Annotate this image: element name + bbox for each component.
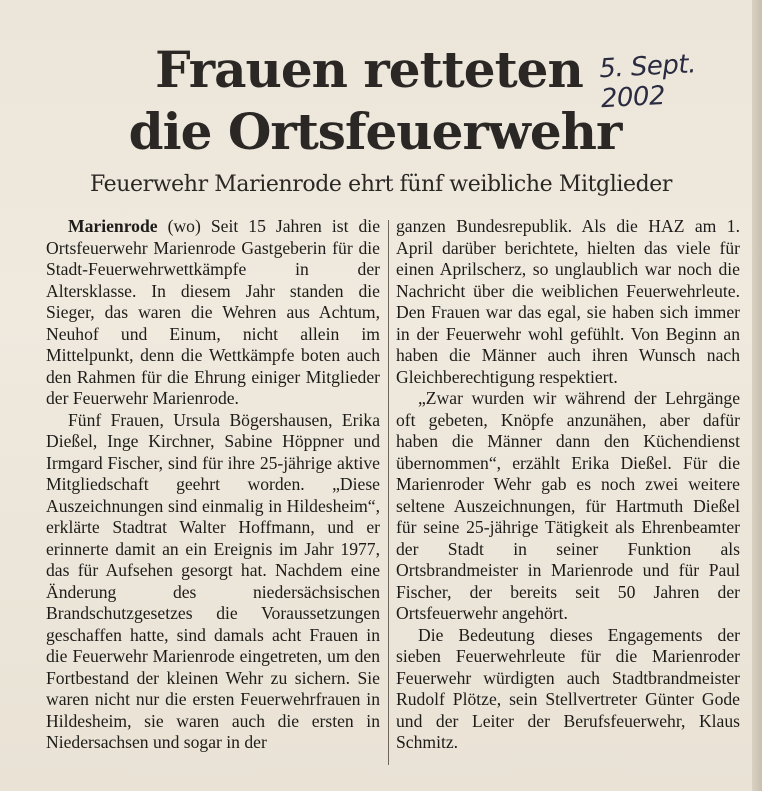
article-column-left <box>46 216 380 754</box>
paragraph-1-text: (wo) Seit 15 Jahren ist die Ortsfeuerwehr Marienrode Gastgeberin für die Stadt-Feuerwehrwettkämpfe in der Altersklasse. In diesem Jahr standen die Sieger, das waren die Wehren aus Achtum, Neuhof und Einum, nicht allein im Mittelpunkt, denn die Wettkämpfe boten auch den Rahmen für die Ehrung einiger Mitglieder der Feuerwehr Marienrode. <box>46 216 380 408</box>
headline-line-1: Frauen retteten <box>155 40 583 99</box>
paragraph-5: Die Bedeutung dieses Engagements der sieben Feuerwehrleute für die Marienroder Feuerwehr würdigten auch Stadtbrandmeister Rudolf Plötze, sein Stellvertreter Günter Gode und der Leiter der Berufsfeuerwehr, Klaus Schmitz. <box>396 624 740 752</box>
dateline: Marienrode <box>68 216 158 236</box>
paragraph-3: ganzen Bundesrepublik. Als die HAZ am 1. April darüber berichtete, hielten das viele für einen Aprilscherz, so unglaublich war noch die Nachricht über die weiblichen Feuerwehrleute. Den Frauen war das egal, sie haben sich immer in der Feuerwehr wohl gefühlt. Von Beginn an haben die Männer auch ihren Wunsch nach Gleichberechtigung respektiert. <box>396 216 740 387</box>
paragraph-4: „Zwar wurden wir während der Lehrgänge oft gebeten, Knöpfe anzunähen, aber dafür haben die Männer dann den Küchendienst übernommen“, erzählt Erika Dießel. Für die Marienroder Wehr gab es noch zwei weitere seltene Auszeichnungen, für Hartmuth Dießel für seine 25-jährige Tätigkeit als Ehrenbeamter der Stadt in seiner Funktion als Ortsbrandmeister in Marienrode und für Paul Fischer, der bereits seit 50 Jahren der Ortsfeuerwehr angehört. <box>396 388 740 623</box>
paragraph-2: Fünf Frauen, Ursula Bögershausen, Erika Dießel, Inge Kirchner, Sabine Höppner und Irmgard Fischer, sind für ihre 25-jährige aktive Mitgliedschaft geehrt worden. „Diese Auszeichnungen sind einmalig in Hildesheim“, erklärte Stadtrat Walter Hoffmann, und er erinnerte damit an ein Ereignis im Jahr 1977, das für Aufsehen gesorgt hat. Nachdem eine Änderung des niedersächsischen Brandschutzgesetzes die Voraussetzungen geschaffen hatte, sind damals acht Frauen in die Feuerwehr Marienrode eingetreten, um den Fortbestand der kleinen Wehr zu sichern. Sie waren nicht nur die ersten Feuerwehrfrauen in Hildesheim, sie waren auch die ersten in Niedersachsen und sogar in der <box>46 409 380 752</box>
paragraph-1 <box>46 216 380 410</box>
column-divider <box>388 220 389 765</box>
headline-line-2: die Ortsfeuerwehr <box>128 102 622 161</box>
handwritten-date: 5. Sept. 2002 <box>598 49 697 115</box>
article-column-right <box>396 216 740 754</box>
subheadline: Feuerwehr Marienrode ehrt fünf weibliche Mitglieder <box>89 172 673 197</box>
